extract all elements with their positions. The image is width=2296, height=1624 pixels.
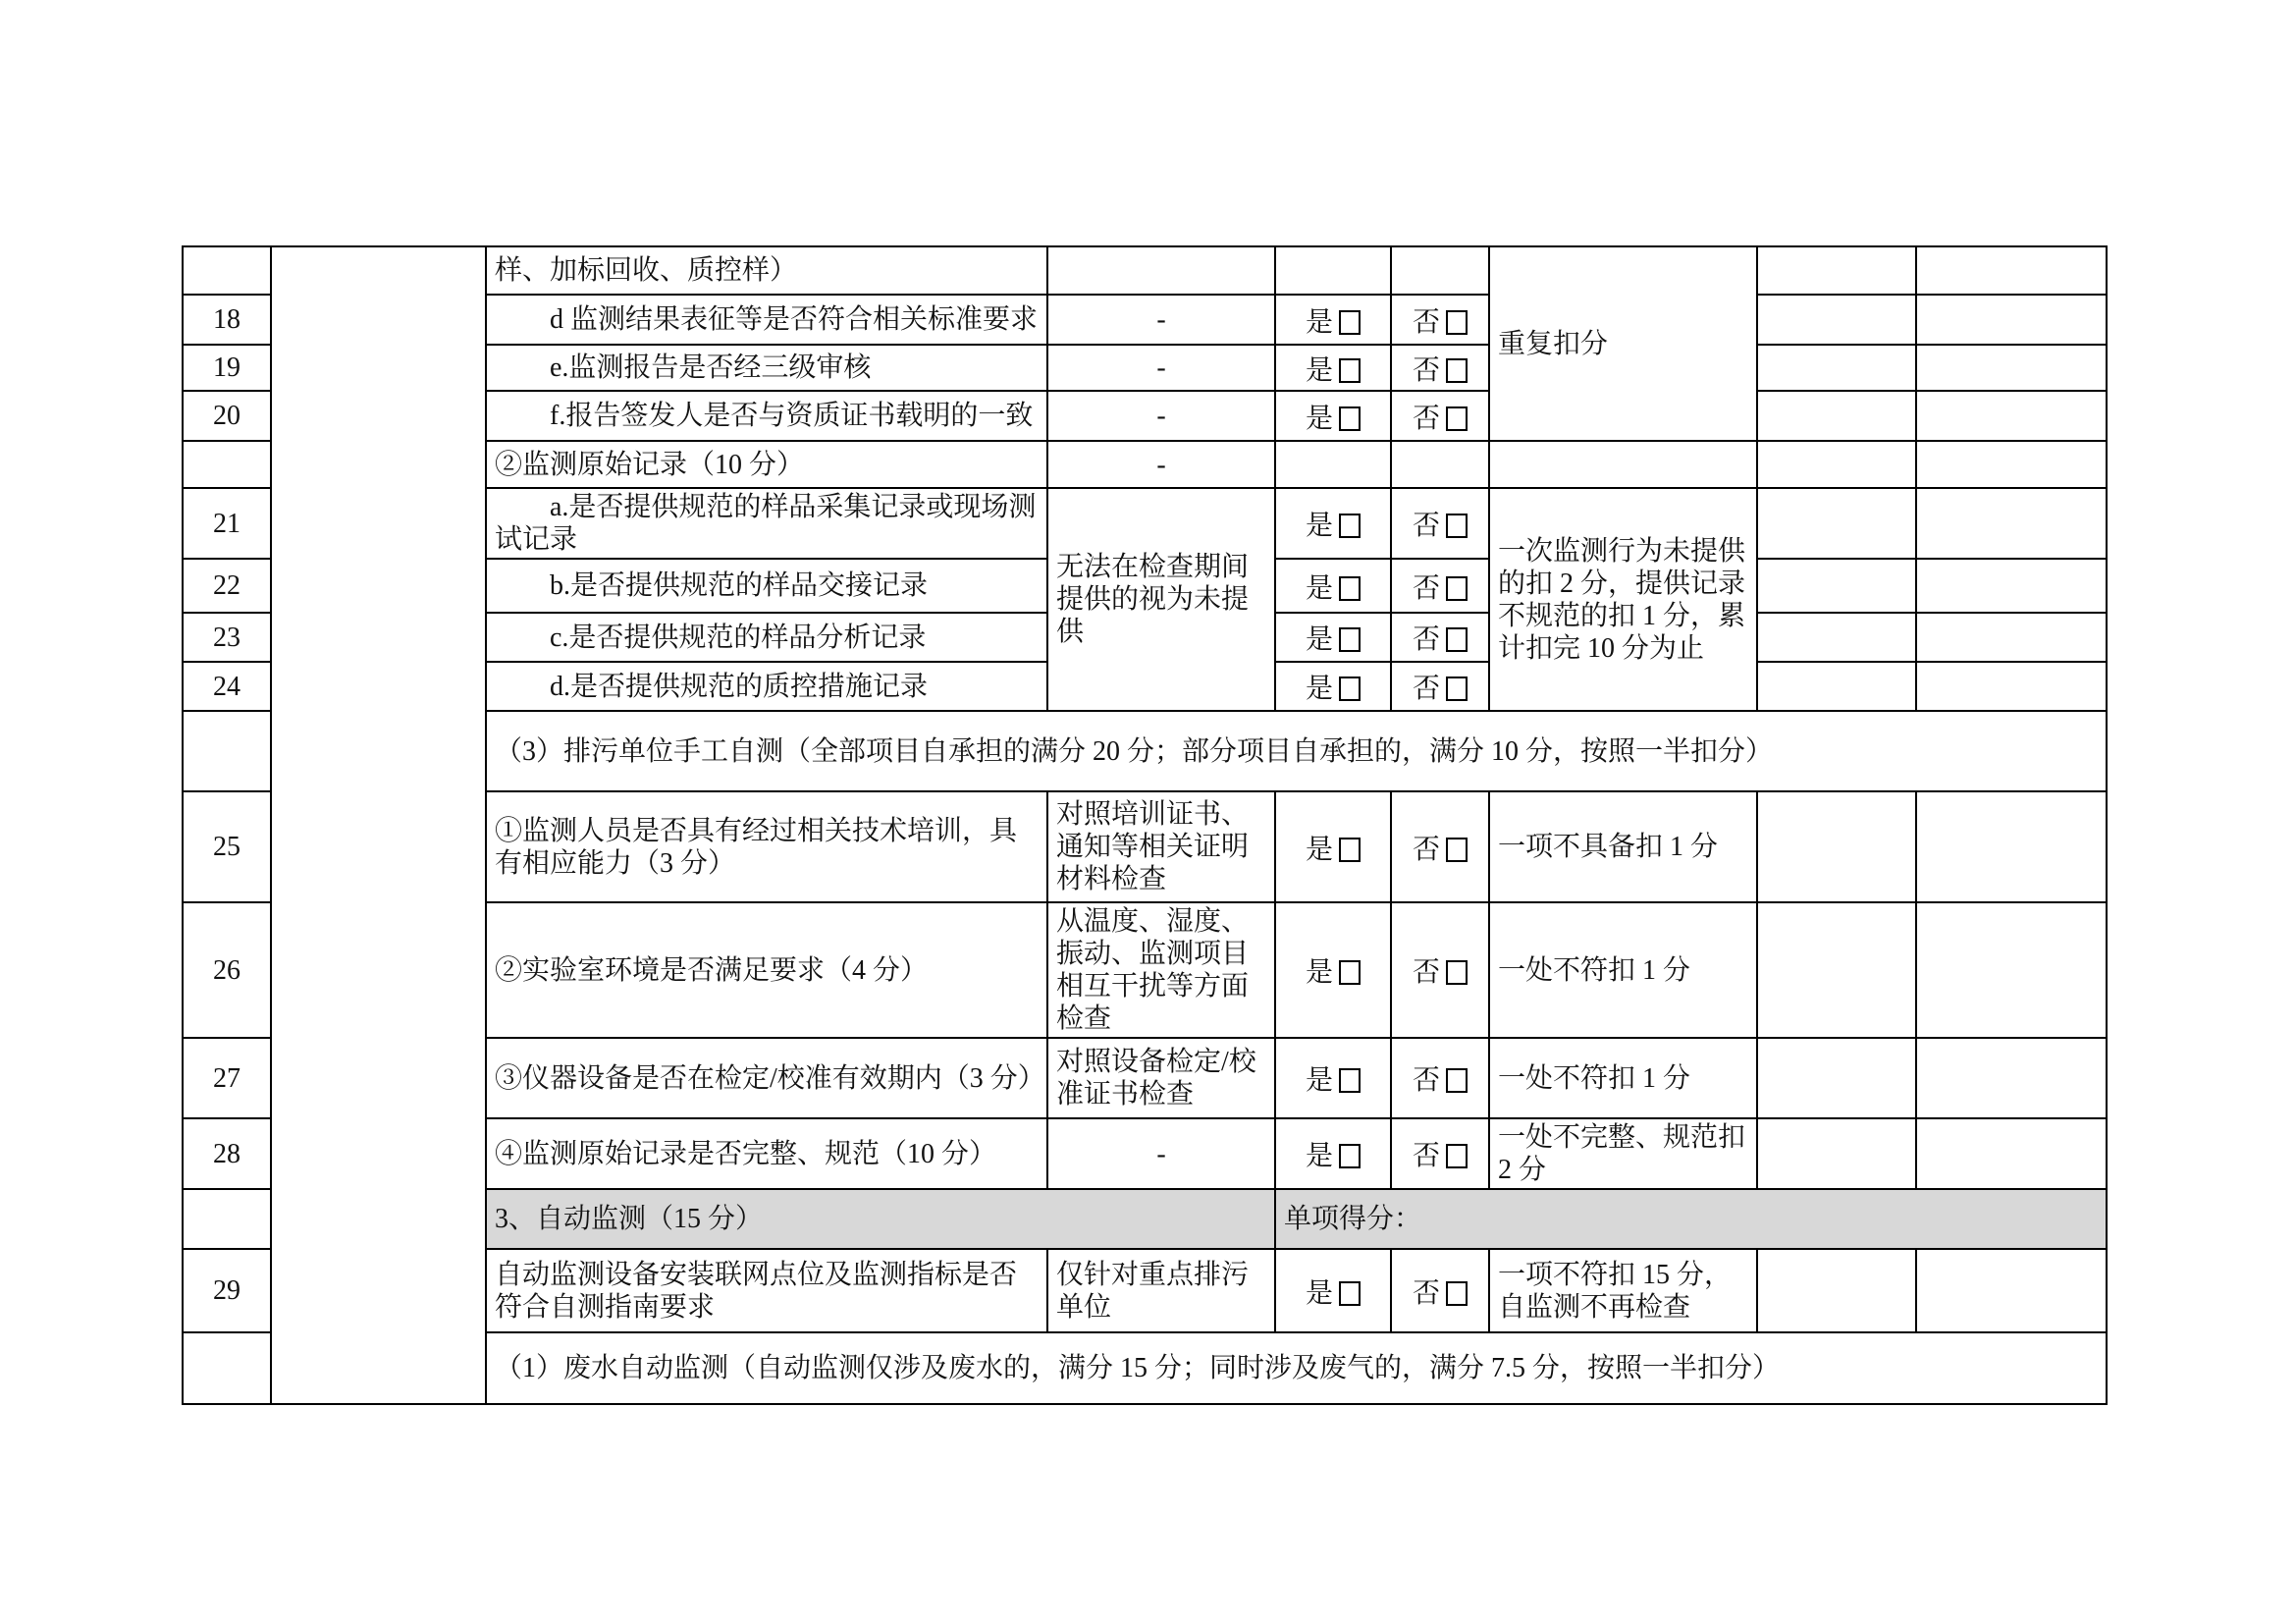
subsection-header-cell bbox=[486, 711, 2107, 791]
no-label: 否 bbox=[1412, 572, 1440, 604]
yes-cell bbox=[1275, 345, 1391, 391]
score-cell bbox=[1757, 246, 1916, 295]
cell-text: 21 bbox=[213, 508, 240, 539]
no-cell bbox=[1391, 1118, 1489, 1189]
seq-cell bbox=[183, 1249, 271, 1332]
yes-checkbox[interactable] bbox=[1339, 677, 1361, 701]
yes-option bbox=[1306, 1065, 1361, 1096]
no-label: 否 bbox=[1412, 403, 1440, 434]
seq-cell bbox=[183, 488, 271, 559]
method-cell bbox=[1047, 1118, 1275, 1189]
no-label: 否 bbox=[1412, 957, 1440, 988]
no-option bbox=[1413, 355, 1468, 386]
remark-cell bbox=[1916, 613, 2107, 662]
cell-text: ④监测原始记录是否完整、规范（10 分） bbox=[495, 1138, 997, 1169]
cell-text: c.是否提供规范的样品分析记录 bbox=[550, 622, 927, 653]
yes-checkbox[interactable] bbox=[1339, 838, 1361, 862]
remark-cell bbox=[1916, 391, 2107, 441]
yes-label: 是 bbox=[1305, 572, 1333, 604]
no-label: 否 bbox=[1412, 674, 1440, 704]
yes-option bbox=[1306, 1141, 1361, 1171]
yes-label: 是 bbox=[1305, 624, 1333, 655]
yes-checkbox[interactable] bbox=[1339, 358, 1361, 383]
cell-text: 样、加标回收、质控样） bbox=[495, 255, 798, 286]
remark-cell bbox=[1916, 441, 2107, 488]
no-checkbox[interactable] bbox=[1446, 1068, 1468, 1093]
yes-cell bbox=[1275, 1249, 1391, 1332]
seq-cell bbox=[183, 441, 271, 488]
no-option bbox=[1413, 1065, 1468, 1096]
item-cell bbox=[486, 559, 1047, 613]
item-cell bbox=[486, 345, 1047, 391]
cell-text: 3、自动监测（15 分） bbox=[495, 1204, 764, 1234]
yes-label: 是 bbox=[1305, 957, 1333, 988]
yes-cell bbox=[1275, 295, 1391, 345]
cell-text: 19 bbox=[213, 352, 240, 383]
seq-cell bbox=[183, 295, 271, 345]
no-option bbox=[1413, 1141, 1468, 1171]
cell-text: 一项不符扣 15 分，自监测不再检查 bbox=[1498, 1259, 1733, 1323]
cell-text: 29 bbox=[213, 1275, 240, 1306]
method-cell bbox=[1047, 246, 1275, 295]
no-cell bbox=[1391, 391, 1489, 441]
yes-option bbox=[1306, 573, 1361, 604]
deduction-rule-cell bbox=[1489, 791, 1757, 902]
cell-text: f.报告签发人是否与资质证书载明的一致 bbox=[550, 401, 1034, 431]
cell-text: 22 bbox=[213, 570, 240, 601]
score-cell bbox=[1757, 295, 1916, 345]
yes-cell bbox=[1275, 1038, 1391, 1118]
score-cell bbox=[1757, 345, 1916, 391]
yes-option bbox=[1306, 355, 1361, 386]
yes-cell bbox=[1275, 246, 1391, 295]
cell-text: 自动监测设备安装联网点位及监测指标是否符合自测指南要求 bbox=[495, 1259, 1018, 1323]
cell-text: ①监测人员是否具有经过相关技术培训，具有相应能力（3 分） bbox=[495, 815, 1018, 879]
method-cell bbox=[1047, 391, 1275, 441]
score-cell bbox=[1757, 559, 1916, 613]
method-cell bbox=[1047, 791, 1275, 902]
remark-cell bbox=[1916, 246, 2107, 295]
no-cell bbox=[1391, 345, 1489, 391]
cell-text: d.是否提供规范的质控措施记录 bbox=[550, 671, 929, 702]
yes-checkbox[interactable] bbox=[1339, 576, 1361, 601]
cell-text: - bbox=[1156, 352, 1166, 383]
cell-text: - bbox=[1156, 1138, 1166, 1169]
yes-option bbox=[1306, 404, 1361, 434]
seq-cell bbox=[183, 1332, 271, 1404]
yes-option bbox=[1306, 674, 1361, 704]
no-checkbox[interactable] bbox=[1446, 627, 1468, 652]
score-cell bbox=[1757, 391, 1916, 441]
cell-text: - bbox=[1156, 304, 1166, 335]
deduction-rule-cell bbox=[1489, 488, 1757, 711]
no-option bbox=[1413, 835, 1468, 865]
cell-text: （1）废水自动监测（自动监测仅涉及废水的，满分 15 分；同时涉及废气的，满分 7.5 分，按照一半扣分） bbox=[495, 1353, 1781, 1383]
cell-text: - bbox=[1156, 449, 1166, 480]
seq-cell bbox=[183, 613, 271, 662]
yes-checkbox[interactable] bbox=[1339, 406, 1361, 431]
item-cell bbox=[486, 1249, 1047, 1332]
no-cell bbox=[1391, 791, 1489, 902]
seq-cell bbox=[183, 711, 271, 791]
yes-option bbox=[1306, 957, 1361, 988]
remark-cell bbox=[1916, 559, 2107, 613]
remark-cell bbox=[1916, 1038, 2107, 1118]
yes-cell bbox=[1275, 1118, 1391, 1189]
yes-cell bbox=[1275, 488, 1391, 559]
yes-label: 是 bbox=[1305, 511, 1333, 541]
item-cell bbox=[486, 488, 1047, 559]
deduction-rule-cell bbox=[1489, 441, 1757, 488]
cell-text: 从温度、湿度、振动、监测项目相互干扰等方面检查 bbox=[1056, 906, 1250, 1034]
no-option bbox=[1413, 674, 1468, 704]
no-cell bbox=[1391, 613, 1489, 662]
cell-text: ②监测原始记录（10 分） bbox=[495, 449, 805, 480]
no-label: 否 bbox=[1412, 834, 1440, 865]
method-cell bbox=[1047, 1249, 1275, 1332]
cell-text: 18 bbox=[213, 304, 240, 335]
deduction-rule-cell bbox=[1489, 246, 1757, 441]
cell-text: 一次监测行为未提供的扣 2 分，提供记录不规范的扣 1 分，累计扣完 10 分为止 bbox=[1498, 535, 1746, 664]
cell-text: 28 bbox=[213, 1138, 240, 1169]
yes-label: 是 bbox=[1305, 354, 1333, 386]
subsection-header-cell bbox=[486, 1332, 2107, 1404]
yes-label: 是 bbox=[1305, 403, 1333, 434]
method-cell bbox=[1047, 1038, 1275, 1118]
score-cell bbox=[1757, 613, 1916, 662]
category-cell bbox=[271, 246, 486, 1404]
no-label: 否 bbox=[1412, 511, 1440, 541]
yes-cell bbox=[1275, 791, 1391, 902]
yes-option bbox=[1306, 835, 1361, 865]
section-header-cell bbox=[486, 1189, 1275, 1249]
seq-cell bbox=[183, 662, 271, 711]
item-cell bbox=[486, 791, 1047, 902]
cell-text: 无法在检查期间提供的视为未提供 bbox=[1056, 552, 1250, 647]
remark-cell bbox=[1916, 1118, 2107, 1189]
yes-label: 是 bbox=[1305, 674, 1333, 704]
no-label: 否 bbox=[1412, 354, 1440, 386]
no-cell bbox=[1391, 559, 1489, 613]
no-option bbox=[1413, 573, 1468, 604]
yes-checkbox[interactable] bbox=[1339, 960, 1361, 985]
section-score-cell bbox=[1275, 1189, 2107, 1249]
no-cell bbox=[1391, 246, 1489, 295]
remark-cell bbox=[1916, 662, 2107, 711]
yes-label: 是 bbox=[1305, 1141, 1333, 1171]
cell-text: 一处不完整、规范扣 2 分 bbox=[1498, 1122, 1746, 1185]
item-cell bbox=[486, 902, 1047, 1038]
no-cell bbox=[1391, 441, 1489, 488]
remark-cell bbox=[1916, 902, 2107, 1038]
seq-cell bbox=[183, 791, 271, 902]
score-cell bbox=[1757, 488, 1916, 559]
item-cell bbox=[486, 295, 1047, 345]
method-cell bbox=[1047, 902, 1275, 1038]
cell-text: 25 bbox=[213, 832, 240, 862]
checklist-table bbox=[182, 245, 2108, 1405]
item-cell bbox=[486, 1038, 1047, 1118]
seq-cell bbox=[183, 1038, 271, 1118]
yes-option bbox=[1306, 307, 1361, 338]
cell-text: 23 bbox=[213, 622, 240, 653]
method-cell bbox=[1047, 295, 1275, 345]
no-option bbox=[1413, 511, 1468, 541]
yes-label: 是 bbox=[1305, 834, 1333, 865]
cell-text: 对照培训证书、通知等相关证明材料检查 bbox=[1056, 799, 1250, 894]
remark-cell bbox=[1916, 345, 2107, 391]
no-option bbox=[1413, 1278, 1468, 1309]
cell-text: ②实验室环境是否满足要求（4 分） bbox=[495, 954, 929, 986]
remark-cell bbox=[1916, 295, 2107, 345]
no-checkbox[interactable] bbox=[1446, 406, 1468, 431]
yes-checkbox[interactable] bbox=[1339, 1281, 1361, 1306]
item-cell bbox=[486, 391, 1047, 441]
method-cell bbox=[1047, 441, 1275, 488]
cell-text: 一处不符扣 1 分 bbox=[1498, 954, 1691, 986]
cell-text: - bbox=[1156, 401, 1166, 431]
no-cell bbox=[1391, 488, 1489, 559]
no-checkbox[interactable] bbox=[1446, 358, 1468, 383]
score-cell bbox=[1757, 902, 1916, 1038]
cell-text: 一处不符扣 1 分 bbox=[1498, 1062, 1691, 1094]
item-cell bbox=[486, 662, 1047, 711]
cell-text: 20 bbox=[213, 401, 240, 431]
yes-checkbox[interactable] bbox=[1339, 514, 1361, 538]
cell-text: 单项得分： bbox=[1284, 1204, 1422, 1234]
no-checkbox[interactable] bbox=[1446, 1281, 1468, 1306]
cell-text: d 监测结果表征等是否符合相关标准要求 bbox=[550, 304, 1039, 335]
no-checkbox[interactable] bbox=[1446, 838, 1468, 862]
no-label: 否 bbox=[1412, 1065, 1440, 1096]
no-option bbox=[1413, 404, 1468, 434]
deduction-rule-cell bbox=[1489, 1118, 1757, 1189]
deduction-rule-cell bbox=[1489, 902, 1757, 1038]
score-cell bbox=[1757, 1118, 1916, 1189]
cell-text: 重复扣分 bbox=[1498, 328, 1609, 359]
method-cell bbox=[1047, 488, 1275, 711]
score-cell bbox=[1757, 662, 1916, 711]
no-label: 否 bbox=[1412, 1141, 1440, 1171]
cell-text: 一项不具备扣 1 分 bbox=[1498, 832, 1719, 862]
method-cell bbox=[1047, 345, 1275, 391]
remark-cell bbox=[1916, 1249, 2107, 1332]
no-cell bbox=[1391, 902, 1489, 1038]
cell-text: 24 bbox=[213, 671, 240, 702]
yes-cell bbox=[1275, 662, 1391, 711]
cell-text: ③仪器设备是否在检定/校准有效期内（3 分） bbox=[495, 1062, 1045, 1094]
cell-text: 27 bbox=[213, 1062, 240, 1094]
seq-cell bbox=[183, 902, 271, 1038]
seq-cell bbox=[183, 1189, 271, 1249]
yes-cell bbox=[1275, 391, 1391, 441]
no-cell bbox=[1391, 1249, 1489, 1332]
cell-text: 26 bbox=[213, 954, 240, 986]
deduction-rule-cell bbox=[1489, 1038, 1757, 1118]
remark-cell bbox=[1916, 488, 2107, 559]
yes-label: 是 bbox=[1305, 1277, 1333, 1309]
score-cell bbox=[1757, 1249, 1916, 1332]
yes-label: 是 bbox=[1305, 1065, 1333, 1096]
cell-text: e.监测报告是否经三级审核 bbox=[550, 352, 872, 383]
seq-cell bbox=[183, 345, 271, 391]
no-checkbox[interactable] bbox=[1446, 1144, 1468, 1168]
yes-cell bbox=[1275, 613, 1391, 662]
no-cell bbox=[1391, 295, 1489, 345]
no-checkbox[interactable] bbox=[1446, 960, 1468, 985]
no-checkbox[interactable] bbox=[1446, 576, 1468, 601]
score-cell bbox=[1757, 441, 1916, 488]
item-cell bbox=[486, 613, 1047, 662]
no-option bbox=[1413, 957, 1468, 988]
no-label: 否 bbox=[1412, 306, 1440, 338]
yes-option bbox=[1306, 511, 1361, 541]
yes-checkbox[interactable] bbox=[1339, 1144, 1361, 1168]
no-label: 否 bbox=[1412, 1277, 1440, 1309]
yes-checkbox[interactable] bbox=[1339, 1068, 1361, 1093]
no-label: 否 bbox=[1412, 624, 1440, 655]
no-cell bbox=[1391, 662, 1489, 711]
yes-cell bbox=[1275, 559, 1391, 613]
item-cell bbox=[486, 246, 1047, 295]
yes-label: 是 bbox=[1305, 306, 1333, 338]
yes-cell bbox=[1275, 902, 1391, 1038]
seq-cell bbox=[183, 391, 271, 441]
cell-text: 仅针对重点排污单位 bbox=[1056, 1259, 1250, 1323]
seq-cell bbox=[183, 246, 271, 295]
yes-option bbox=[1306, 624, 1361, 655]
no-checkbox[interactable] bbox=[1446, 677, 1468, 701]
cell-text: a.是否提供规范的样品采集记录或现场测试记录 bbox=[495, 492, 1037, 555]
no-option bbox=[1413, 624, 1468, 655]
item-cell bbox=[486, 441, 1047, 488]
yes-cell bbox=[1275, 441, 1391, 488]
yes-checkbox[interactable] bbox=[1339, 627, 1361, 652]
seq-cell bbox=[183, 1118, 271, 1189]
yes-checkbox[interactable] bbox=[1339, 310, 1361, 335]
cell-text: 对照设备检定/校准证书检查 bbox=[1056, 1047, 1256, 1110]
no-option bbox=[1413, 307, 1468, 338]
cell-text: b.是否提供规范的样品交接记录 bbox=[550, 570, 929, 601]
score-cell bbox=[1757, 791, 1916, 902]
yes-option bbox=[1306, 1278, 1361, 1309]
score-cell bbox=[1757, 1038, 1916, 1118]
no-cell bbox=[1391, 1038, 1489, 1118]
item-cell bbox=[486, 1118, 1047, 1189]
deduction-rule-cell bbox=[1489, 1249, 1757, 1332]
no-checkbox[interactable] bbox=[1446, 514, 1468, 538]
seq-cell bbox=[183, 559, 271, 613]
no-checkbox[interactable] bbox=[1446, 310, 1468, 335]
cell-text: （3）排污单位手工自测（全部项目自承担的满分 20 分；部分项目自承担的，满分 10 分，按照一半扣分） bbox=[495, 735, 1774, 767]
table-row bbox=[183, 246, 2107, 295]
remark-cell bbox=[1916, 791, 2107, 902]
